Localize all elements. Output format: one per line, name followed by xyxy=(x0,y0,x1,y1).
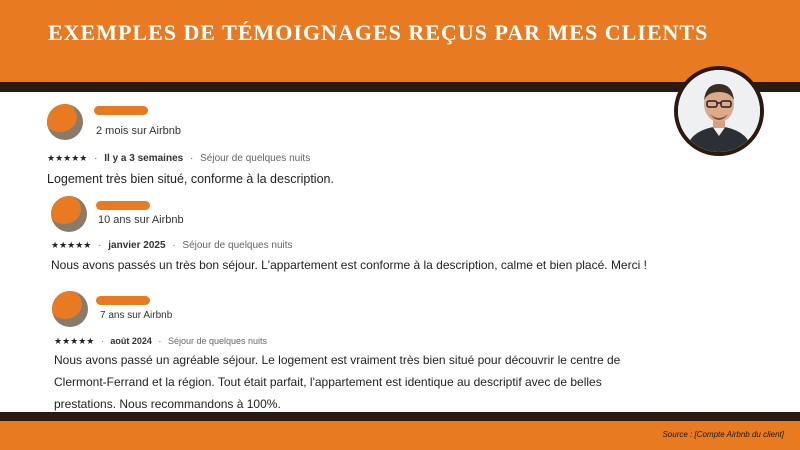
review-date: Il y a 3 semaines xyxy=(104,153,184,164)
review-text-line: prestations. Nous recommandons à 100%. xyxy=(54,397,281,411)
review-date: août 2024 xyxy=(110,336,152,346)
review-text-line: Nous avons passé un agréable séjour. Le logement est vraiment très bien situé pour découvrir le centre de xyxy=(54,353,621,367)
reviewer-avatar xyxy=(52,291,88,327)
review-text: Nous avons passés un très bon séjour. L'appartement est conforme à la description, calme et bien placé. Merci ! xyxy=(51,258,647,272)
reviewer-avatar xyxy=(47,104,83,140)
review-stay-type: Séjour de quelques nuits xyxy=(167,336,268,346)
rating-stars-icon: ★★★★★ xyxy=(54,336,95,346)
redacted-reviewer-name xyxy=(96,201,150,210)
review-text: Logement très bien situé, conforme à la description. xyxy=(47,172,334,186)
redacted-reviewer-name xyxy=(94,106,148,115)
review-text-line: Clermont-Ferrand et la région. Tout était parfait, l'appartement est identique au descriptif avec de belles xyxy=(54,375,602,389)
reviewer-avatar xyxy=(51,196,87,232)
review-text xyxy=(54,349,620,415)
redacted-reviewer-name xyxy=(96,296,150,305)
source-credit: Source : [Compte Airbnb du client] xyxy=(662,430,784,439)
reviewer-member-since: 7 ans sur Airbnb xyxy=(100,310,173,321)
author-photo xyxy=(674,66,764,156)
rating-stars-icon: ★★★★★ xyxy=(47,153,88,163)
reviewer-member-since: 2 mois sur Airbnb xyxy=(96,125,181,137)
review-stay-type: Séjour de quelques nuits xyxy=(200,153,311,164)
review-rating-line: ★★★★★ · Il y a 3 semaines · Séjour de quelques nuits xyxy=(47,153,311,164)
person-portrait-icon xyxy=(678,70,760,152)
review-stay-type: Séjour de quelques nuits xyxy=(182,240,293,251)
rating-stars-icon: ★★★★★ xyxy=(51,240,92,250)
review-rating-line: ★★★★★ · août 2024 · Séjour de quelques nuits xyxy=(54,336,268,346)
review-date: janvier 2025 xyxy=(108,240,166,251)
reviewer-member-since: 10 ans sur Airbnb xyxy=(98,214,184,226)
page-title: EXEMPLES DE TÉMOIGNAGES REÇUS PAR MES CLIENTS xyxy=(48,20,709,45)
review-rating-line: ★★★★★ · janvier 2025 · Séjour de quelques nuits xyxy=(51,240,293,251)
